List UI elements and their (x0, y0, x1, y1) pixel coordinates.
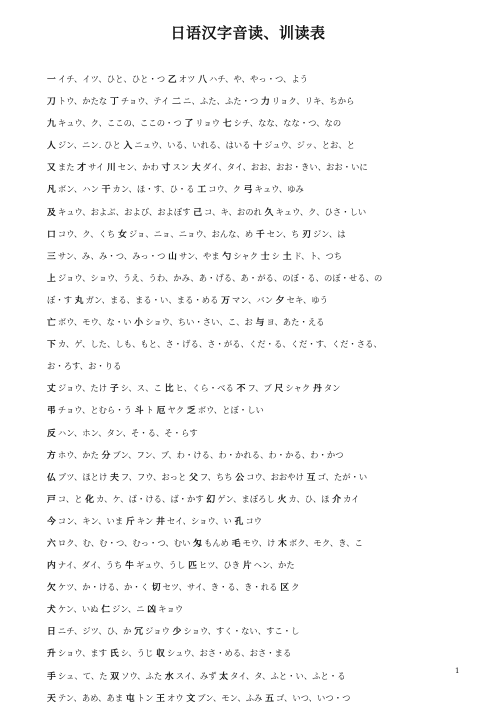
kanji-character: 犬 (47, 605, 56, 616)
kanji-character: 少 (172, 627, 182, 638)
kanji-reading: キュウ、ク、ひさ・しい (275, 206, 367, 217)
kanji-reading: ホウ、かた (57, 449, 99, 460)
kanji-reading: シャク (285, 383, 311, 394)
kanji-character: 不 (236, 384, 246, 395)
reading-line (47, 156, 467, 178)
kanji-reading: シャク (233, 250, 259, 261)
kanji-character: 才 (77, 163, 87, 174)
kanji-character: 小 (134, 318, 144, 329)
kanji-character: 弔 (47, 406, 56, 417)
kanji-character: 十 (253, 141, 263, 152)
kanji-character: 牛 (125, 561, 134, 572)
kanji-character: 丹 (312, 384, 322, 395)
reading-line (47, 444, 467, 466)
reading-line (47, 466, 467, 488)
kanji-character: 八 (198, 75, 208, 85)
reading-line (47, 665, 467, 687)
kanji-reading: サン、やま (179, 250, 220, 261)
reading-line (47, 488, 467, 510)
kanji-character: 屯 (125, 693, 135, 704)
kanji-character: 勺 (222, 251, 232, 262)
kanji-character: 天 (47, 693, 56, 704)
kanji-reading: ボウ、モウ、な・い (57, 317, 132, 328)
kanji-character: 比 (164, 384, 174, 395)
kanji-character: 手 (47, 671, 56, 682)
kanji-reading: ジョウ、ショウ、うえ、うわ、かみ、あ・げる、あ・がる、のぼ・る、のぼ・せる、の (57, 272, 383, 283)
kanji-character: 公 (235, 472, 245, 483)
kanji-character: 日 (47, 627, 56, 638)
reading-line (47, 620, 467, 642)
kanji-reading: ジン、は (313, 228, 346, 239)
kanji-character: 升 (47, 649, 56, 660)
kanji-character: 乏 (186, 406, 196, 417)
kanji-character: 夕 (275, 295, 285, 306)
kanji-reading: ジョ、ニョ、ニョウ、おんな、め (128, 228, 254, 239)
reading-line (47, 598, 467, 620)
kanji-character: 内 (47, 561, 56, 572)
kanji-reading: ショウ、ます (57, 648, 108, 659)
kanji-reading: コウ、おおやけ (246, 471, 304, 482)
kanji-reading: セキ、ゆう (286, 294, 329, 305)
kanji-reading: ボウ、とぼ・しい (197, 405, 264, 416)
kanji-reading: ヤク (167, 405, 185, 416)
kanji-character: 匁 (193, 538, 202, 549)
kanji-character: 川 (106, 163, 116, 174)
kanji-reading: リョウ (195, 118, 221, 129)
kanji-character: 寸 (161, 163, 171, 174)
kanji-character: 冗 (134, 627, 144, 638)
page-title: 日语汉字音读、训读表 (170, 24, 326, 42)
reading-line (47, 642, 467, 664)
kanji-character: 井 (156, 516, 165, 527)
kanji-character: 下 (47, 340, 56, 351)
kanji-character: 丸 (74, 295, 84, 306)
kanji-character: 収 (156, 649, 165, 660)
kanji-reading: ブン、モン、ふみ (197, 692, 263, 703)
kanji-character: 刀 (47, 97, 56, 108)
kanji-character: 夫 (110, 472, 119, 483)
kanji-reading: シチ、なな、なな・つ、なの (233, 118, 342, 129)
kanji-character: 山 (168, 251, 178, 262)
kanji-character: 片 (242, 561, 252, 572)
kanji-reading: チョウ、テイ (120, 96, 170, 107)
kanji-reading: ソウ、ふた (121, 670, 163, 681)
kanji-character: 久 (264, 207, 274, 218)
reading-line (47, 554, 467, 576)
kanji-reading: シュ、て、た (57, 670, 108, 681)
kanji-reading: ヒ、くら・べる (175, 383, 234, 394)
kanji-character: 七 (222, 119, 232, 130)
kanji-reading: キョウ (158, 604, 184, 615)
kanji-reading: ジョウ (145, 626, 170, 637)
reading-line (47, 68, 467, 90)
kanji-character: 文 (186, 693, 196, 704)
kanji-character: 父 (189, 472, 198, 483)
kanji-character: 人 (47, 141, 56, 152)
reading-line (47, 311, 467, 333)
reading-line (47, 112, 467, 134)
kanji-character: 士 (260, 251, 270, 262)
kanji-character: 女 (117, 229, 127, 240)
kanji-reading: コウ、ク (208, 184, 241, 195)
reading-line (47, 377, 467, 399)
kanji-character: 万 (221, 295, 231, 306)
kanji-reading: ゴ、たが・い (317, 471, 368, 482)
kanji-reading: ゴ、いつ、いつ・つ (275, 692, 351, 703)
kanji-character: 王 (156, 693, 166, 704)
kanji-reading: オウ (167, 692, 184, 703)
kanji-character: 入 (123, 141, 133, 152)
reading-line (47, 90, 467, 112)
reading-line (47, 134, 467, 156)
kanji-reading: モウ、け (242, 537, 276, 548)
kanji-character: 丈 (47, 384, 56, 395)
kanji-reading: オツ (178, 74, 196, 84)
kanji-reading: ボン、ハン (57, 184, 99, 195)
kanji-character: 土 (282, 251, 292, 262)
kanji-reading: フ、フウ、おっと (120, 471, 187, 482)
kanji-reading: マン、バン (232, 294, 274, 305)
kanji-character: 反 (47, 428, 56, 439)
kanji-character: 太 (219, 671, 229, 682)
kanji-character: 火 (277, 494, 287, 505)
kanji-reading: キュウ、およぶ、および、およぼす (57, 206, 191, 217)
kanji-reading: キュウ、ゆみ (254, 184, 304, 195)
kanji-reading: ブン、フン、ブ、わ・ける、わ・かれる、わ・かる、わ・かつ (112, 449, 344, 460)
kanji-character: 厄 (156, 406, 166, 417)
kanji-character: 一 (47, 75, 56, 85)
reading-line (47, 399, 467, 421)
kanji-reading: ヒツ、ひき (198, 560, 241, 571)
kanji-character: 丁 (109, 97, 119, 108)
kanji-character: 尺 (274, 384, 284, 395)
kanji-reading: シ (271, 250, 280, 261)
kanji-reading: リョク、リキ、ちから (271, 96, 355, 107)
kanji-reading: お・ろす、お・りる (47, 361, 122, 372)
kanji-reading: ロク、む、む・つ、むっ・つ、むい (57, 537, 191, 548)
kanji-reading: チョウ、とむら・う (57, 405, 133, 416)
kanji-reading: ナイ、ダイ、うち (57, 560, 123, 571)
kanji-reading: ク (291, 582, 300, 593)
kanji-reading: ハン、ホン、タン、そ・る、そ・らす (57, 427, 198, 438)
kanji-character: 斗 (134, 406, 144, 417)
reading-line (47, 576, 467, 598)
kanji-reading: コウ、ク、くち (57, 228, 116, 239)
kanji-reading: スン (172, 162, 190, 173)
kanji-character: 工 (197, 185, 207, 196)
kanji-character: 刃 (302, 229, 312, 240)
reading-line (47, 687, 467, 709)
kanji-character: 欠 (47, 583, 56, 594)
kanji-character: 斤 (125, 516, 135, 527)
kanji-reading: セツ、サイ、き・る、き・れる (162, 582, 278, 593)
reading-line (47, 267, 467, 289)
kanji-character: 亡 (47, 318, 56, 329)
kanji-character: 切 (151, 583, 161, 594)
kanji-reading: シ、ス、こ (120, 383, 162, 394)
kanji-character: 千 (255, 229, 265, 240)
kanji-reading: ニ、ふた、ふた・つ (182, 96, 259, 107)
kanji-character: 了 (184, 119, 194, 130)
kanji-character: 及 (47, 207, 56, 218)
kanji-character: 水 (164, 671, 174, 682)
kanji-character: 方 (47, 450, 56, 461)
kanji-character: 力 (261, 97, 270, 108)
kanji-reading: トン (136, 692, 154, 703)
kanji-character: 干 (101, 185, 111, 196)
kanji-reading: テン、あめ、あま (57, 692, 124, 703)
kanji-reading: セイ、ショウ、い (166, 515, 232, 526)
reading-line (47, 201, 467, 223)
kanji-reading: ド、ト、つち (293, 250, 343, 261)
reading-line (47, 532, 467, 554)
reading-line (47, 422, 467, 444)
kanji-character: 介 (332, 494, 342, 505)
kanji-character: 二 (172, 97, 181, 108)
reading-line (47, 289, 467, 311)
kanji-reading: カ、ケ、ば・ける、ば・かす (96, 493, 204, 504)
kanji-character: 凶 (147, 605, 157, 616)
kanji-character: 戸 (47, 494, 56, 505)
kanji-reading: フ、ちち (199, 471, 233, 482)
kanji-character: 三 (47, 251, 56, 262)
kanji-character: 凡 (47, 185, 56, 196)
kanji-reading: ボク、モク、き、こ (288, 537, 363, 548)
kanji-reading: サン、み、み・つ、みっ・つ (57, 250, 166, 261)
kanji-reading: ジン、ニ (112, 604, 145, 615)
kanji-reading: キン (136, 515, 154, 526)
kanji-reading: コウ (245, 515, 263, 526)
kanji-reading: ダイ、タイ、おお、おお・きい、おお・いに (202, 162, 368, 173)
page-number: 1 (455, 667, 460, 675)
kanji-character: 区 (280, 583, 290, 594)
kanji-reading: ぼ・す (47, 294, 73, 305)
kanji-reading: イチ、イツ、ひと、ひと・つ (57, 74, 166, 84)
kanji-reading: シュウ、おさ・める、おさ・まる (166, 648, 292, 659)
kanji-reading: ブツ、ほとけ (57, 471, 108, 482)
kanji-character: 弓 (243, 185, 253, 196)
kanji-character: 大 (191, 163, 201, 174)
kanji-reading: コ、と (57, 493, 83, 504)
kanji-character: 化 (85, 494, 95, 505)
kanji-character: 匹 (188, 561, 197, 572)
reading-line (47, 355, 467, 377)
kanji-character: 今 (47, 516, 56, 527)
kanji-reading: カン、ほ・す、ひ・る (112, 184, 195, 195)
kanji-reading: カイ (343, 493, 360, 504)
kanji-character: 上 (47, 273, 56, 284)
kanji-reading: サイ (88, 162, 105, 173)
kanji-reading: キュウ、ク、ここの、ここの・つ (57, 118, 182, 129)
reading-line (47, 178, 467, 200)
kanji-character: 口 (47, 229, 56, 240)
kanji-reading: タン (323, 383, 341, 394)
kanji-reading: ギュウ、うし (135, 560, 186, 571)
kanji-reading: ケツ、か・ける、か・く (57, 582, 150, 593)
kanji-character: 六 (47, 538, 56, 549)
kanji-reading: タイ、タ、ふと・い、ふと・る (230, 670, 346, 681)
kanji-reading: また (57, 162, 75, 173)
kanji-reading: ショウ、ちい・さい、こ、お (145, 317, 253, 328)
kanji-reading: ショウ、すく・ない、すこ・し (183, 626, 300, 637)
kanji-character: 毛 (231, 538, 241, 549)
kanji-reading: トウ、かたな (57, 96, 108, 107)
kanji-reading: ハチ、や、やっ・つ、よう (209, 74, 309, 84)
kanji-character: 又 (47, 163, 56, 174)
reading-line (47, 333, 467, 355)
kanji-reading: ゲン、まぼろし (217, 493, 275, 504)
kanji-reading: ニュウ、いる、いれる、はいる (134, 140, 251, 151)
kanji-character: 仏 (47, 472, 56, 483)
kanji-reading: ガン、まる、まる・い、まる・める (85, 294, 219, 305)
kanji-reading: もんめ (203, 537, 230, 548)
kanji-reading: ジョウ、たけ (57, 383, 108, 394)
kanji-character: 己 (193, 207, 203, 218)
reading-line (47, 223, 467, 245)
kanji-reading: ケン、いぬ (57, 604, 99, 615)
kanji-reading: ジュウ、ジッ、とお、と (264, 140, 356, 151)
kanji-readings-list (47, 68, 467, 709)
kanji-character: 五 (265, 693, 274, 704)
reading-line (47, 510, 467, 532)
kanji-character: 木 (277, 538, 287, 549)
kanji-character: 幻 (206, 494, 216, 505)
kanji-character: 乙 (167, 75, 177, 85)
kanji-reading: ヘン、かた (253, 560, 295, 571)
kanji-reading: ト (145, 405, 154, 416)
kanji-reading: ニチ、ジツ、ひ、か (57, 626, 132, 637)
kanji-character: 仁 (101, 605, 111, 616)
kanji-reading: セン、かわ (117, 162, 159, 173)
kanji-reading: カ、ゲ、した、しも、もと、さ・げる、さ・がる、くだ・る、くだ・す、くだ・さる、 (57, 339, 382, 350)
kanji-character: 氏 (109, 649, 119, 660)
kanji-reading: シ、うじ (120, 648, 154, 659)
kanji-reading: コン、キン、いま (57, 515, 124, 526)
kanji-reading: スイ、みず (175, 670, 217, 681)
kanji-reading: ジン、ニン. ひと (57, 140, 121, 151)
kanji-reading: コ、キ、おのれ (204, 206, 262, 217)
kanji-character: 孔 (234, 516, 244, 527)
kanji-reading: セン、ち (266, 228, 300, 239)
kanji-character: 互 (306, 472, 316, 483)
kanji-character: 分 (101, 450, 111, 461)
kanji-character: 九 (47, 119, 56, 130)
kanji-character: 双 (110, 671, 120, 682)
kanji-character: 子 (109, 384, 119, 395)
reading-line (47, 245, 467, 267)
kanji-reading: ヨ、あた・える (266, 317, 325, 328)
kanji-reading: カ、ひ、ほ (288, 493, 330, 504)
kanji-character: 与 (255, 318, 265, 329)
kanji-reading: フ、ブ (247, 383, 272, 394)
